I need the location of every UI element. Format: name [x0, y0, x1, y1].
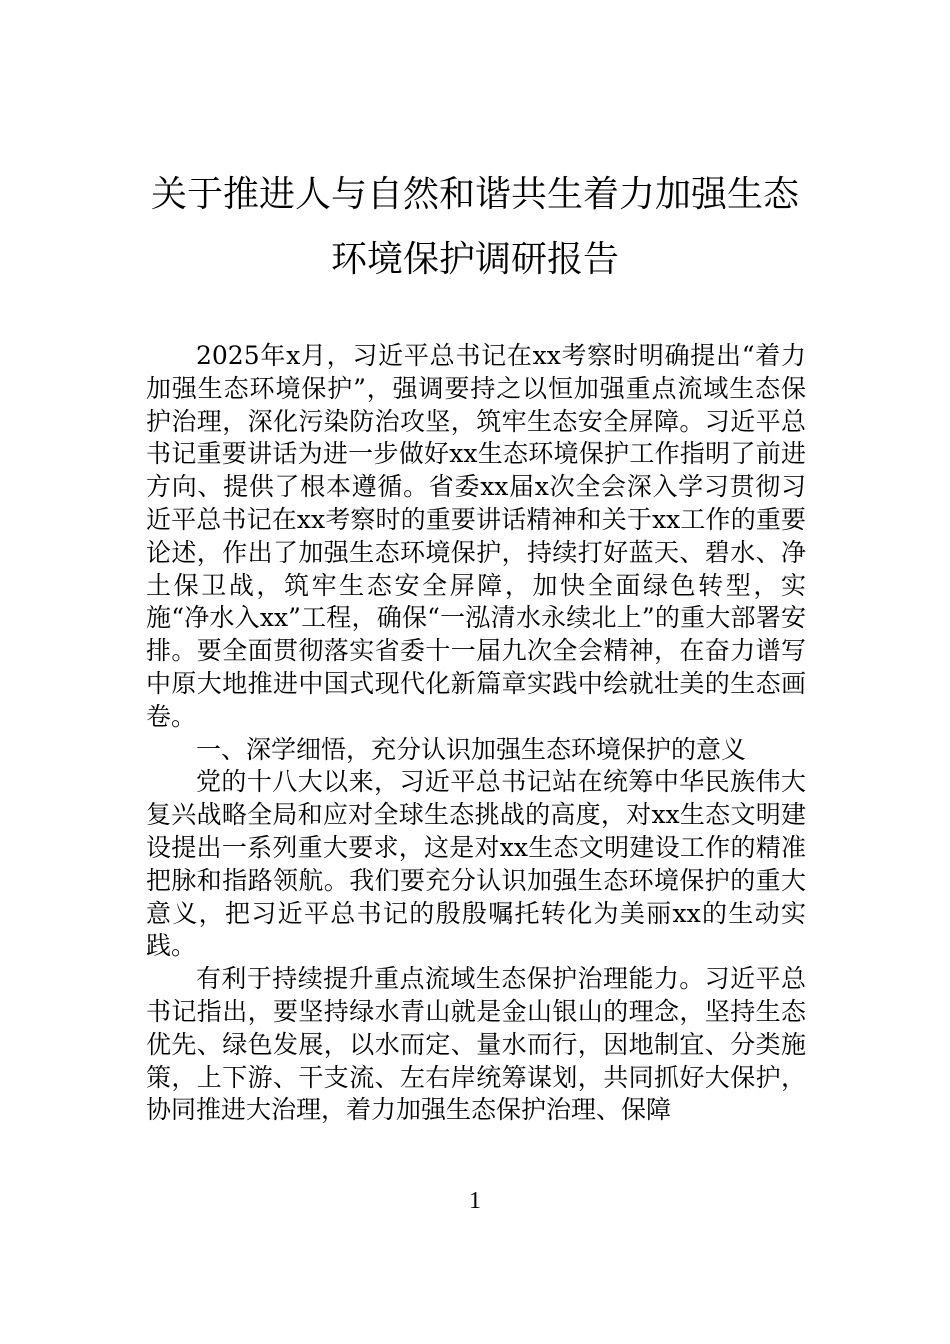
section-heading-1: 一、深学细悟，充分认识加强生态环境保护的意义 — [196, 734, 747, 764]
paragraph-intro: 2025年x月，习近平总书记在xx考察时明确提出“着力加强生态环境保护”，强调要持之以恒加强重点流域生态保护治理，深化污染防治攻坚，筑牢生态安全屏障。习近平总书记重要讲话为进一步做好xx生态环境保护工作指明了前进方向、提供了根本遵循。省委xx届x次全会深入学习贯彻习近平总书记在xx考察时的重要讲话精神和关于xx工作的重要论述，作出了加强生态环境保护，持续打好蓝天、碧水、净土保卫战，筑牢生态安全屏障，加快全面绿色转型，实施“净水入xx”工程，确保“一泓清水永续北上”的重大部署安排。要全面贯彻落实省委十一届九次全会精神，在奋力谱写中原大地推进中国式现代化新篇章实践中绘就壮美的生态画卷。 — [146, 341, 806, 731]
paragraph-significance: 党的十八大以来，习近平总书记站在统筹中华民族伟大复兴战略全局和应对全球生态挑战的高度，对xx生态文明建设提出一系列重大要求，这是对xx生态文明建设工作的精准把脉和指路领航。我们要充分认识加强生态环境保护的重大意义，把习近平总书记的殷殷嘱托转化为美丽xx的生动实践。 — [146, 767, 806, 961]
document-title-line-2: 环境保护调研报告 — [330, 239, 619, 280]
document-body — [146, 340, 806, 1127]
paragraph-watershed: 有利于持续提升重点流域生态保护治理能力。习近平总书记指出，要坚持绿水青山就是金山银山的理念，坚持生态优先、绿色发展，以水而定、量水而行，因地制宜、分类施策，上下游、干支流、左右岸统筹谋划，共同抓好大保护，协同推进大治理，着力加强生态保护治理、保障 — [146, 964, 806, 1125]
document-title-line-1: 关于推进人与自然和谐共生着力加强生态 — [150, 174, 799, 215]
page-number: 1 — [469, 1188, 481, 1214]
